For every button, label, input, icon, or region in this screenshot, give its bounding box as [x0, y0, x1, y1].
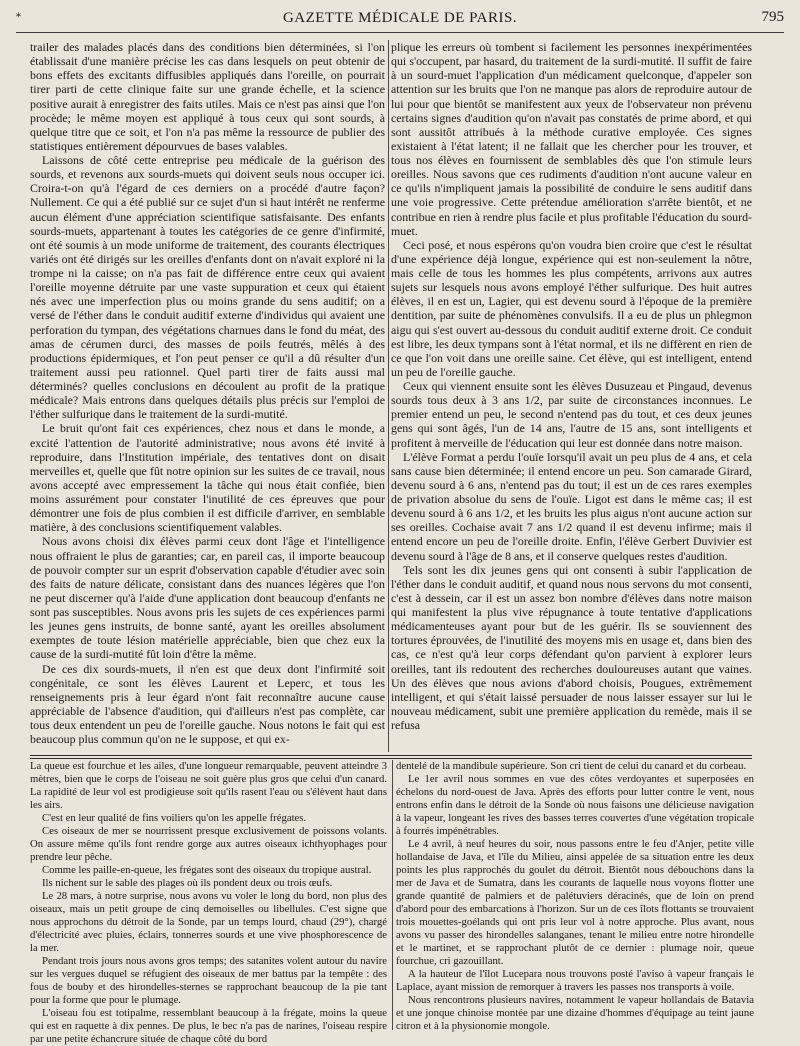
- paragraph: Ceci posé, et nous espérons qu'on voudra bien croire que c'est le résultat d'une expérience déjà longue, expérience qui est non-seulement la nôtre, mais celle de tous les hommes les plus compétents, arrivons aux autres sujets sur lesquels nous avons employé l'éther sulfurique. Des huit autres élèves, il en est un, Lagier, qui est devenu sourd à l'époque de la première dentition, par suite de phénomènes convulsifs. Il a eu de plus un phlegmon aigu qui s'est ouvert au-dessous du conduit auditif externe droit. Ce conduit est libre, les deux tympans sont à l'état normal, et ils ne diffèrent en rien de ce que l'on voit dans une oreille saine. Cet élève, qui est intelligent, entend un peu de l'oreille gauche.: [391, 237, 752, 379]
- paragraph: Le 28 mars, à notre surprise, nous avons vu voler le long du bord, non plus des oiseaux, mais un petit groupe de cinq demoiselles ou libellules. C'est signe que nous approchons du détroit de la Sonde, par un temps lourd, chaud (29°), chargé d'électricité avec pluies, éclairs, tonnerres sourds et une vive phosphorescence de la mer.: [30, 890, 387, 954]
- paragraph: Laissons de côté cette entreprise peu médicale de la guérison des sourds, et revenons aux sourds-muets qui doivent seuls nous occuper ici. Croira-t-on qu'à l'égard de ces derniers on a procédé d'autre façon? Nullement. Ce qui a été publié sur ce sujet d'un si haut intérêt ne renferme aucun élément d'une appréciation scientifique satisfaisante. Des enfants sourds-muets, appartenant à toutes les catégories de ce genre d'infirmité, ont été soumis à un mode uniforme de traitement, des courants électriques variés ont été dirigés sur les oreilles d'enfants dont on n'avait exploré ni la trompe ni la caisse; on n'a pas fait de différence entre ceux qui avaient l'oreille moyenne détruite par une vaste suppuration et ceux qui étaient nés avec une imperfection plus ou moins grande du sens auditif; on a versé de l'éther dans le conduit auditif externe d'individus qui avaient une perforation du tympan, des végétations charnues dans le fond du méat, des amas de cérumen durci, des masses de poils feutrés, mêlés à des productions épidermiques, et l'on peut penser ce qu'il a dû résulter d'un traitement aussi peu rationnel. Quel parti tirer de faits aussi mal déterminés? quelles conclusions en découlent au profit de la pratique médicale? Mais entrons dans quelques détails plus précis sur l'emploi de l'éther sulfurique dans le traitement de la surdi-mutité.: [30, 153, 385, 422]
- paragraph: La queue est fourchue et les ailes, d'une longueur remarquable, peuvent atteindre 3 mètres, bien que le corps de l'oiseau ne soit guère plus gros que celui d'un canard. La rapidité de leur vol est prodigieuse soit qu'ils rasent l'eau ou s'élèvent haut dans les airs.: [30, 760, 387, 811]
- paragraph: Ceux qui viennent ensuite sont les élèves Dusuzeau et Pingaud, devenus sourds tous deux à 3 ans 1/2, par suite de circonstances inconnues. Le premier entend un peu, le second n'entend pas du tout, et ces deux jeunes gens qui sont âgés, l'un de 14 ans, l'autre de 15 ans, sont intelligents et profitent à merveille de l'éducation qui leur est donnée dans notre maison.: [391, 379, 752, 450]
- paragraph: De ces dix sourds-muets, il n'en est que deux dont l'infirmité soit congénitale, ce sont les élèves Laurent et Leperc, et tous les renseignements pris à leur égard n'ont fait reconnaître aucune cause appréciable de l'absence d'audition, qui d'ailleurs n'est pas complète, car tous deux entendent un peu de l'oreille gauche. Nous notons le fait qui est beaucoup plus commun qu'on ne le suppose, et qui ex-: [30, 661, 385, 747]
- paragraph: Comme les paille-en-queue, les frégates sont des oiseaux du tropique austral.: [42, 864, 372, 876]
- page-number: 795: [761, 9, 784, 25]
- paragraph: A la hauteur de l'îlot Lucepara nous trouvons posté l'aviso à vapeur français le Laplace, ayant mission de remorquer à travers les passes nos transports à voile.: [396, 968, 754, 993]
- lower-left-column: [30, 760, 387, 1045]
- paragraph: C'est en leur qualité de fins voiliers qu'on les appelle frégates.: [42, 812, 307, 824]
- section-divider: [30, 755, 752, 759]
- paragraph: Ces oiseaux de mer se nourrissent presque exclusivement de poissons volants. On assure même qu'ils font rendre gorge aux autres oiseaux ichthyophages pour prendre leur pêche.: [30, 825, 387, 863]
- paragraph: Le 1er avril nous sommes en vue des côtes verdoyantes et superposées en échelons du nord-ouest de Java. Après des efforts pour lutter contre le vent, nous entrons enfin dans le détroit de la Sonde où nous faisons une délicieuse navigation à la vapeur, longeant les rives des basses terres couvertes d'une végétation tropicale à fourrés impénétrables.: [396, 773, 754, 837]
- page-header: [16, 4, 784, 33]
- header-mark: *: [16, 12, 21, 23]
- paragraph: Tels sont les dix jeunes gens qui ont consenti à subir l'application de l'éther dans le conduit auditif, et quand nous nous servons du mot consenti, c'est à dessein, car il est un assez bon nombre d'élèves dans notre maison qui manifestent la plus vive répugnance à toute tentative d'applications médicamenteuses ayant pour but de les guérir. Ils se souviennent des tortures éprouvées, de l'inutilité des moyens mis en usage et, dans bien des cas, ce n'est qu'à leur corps défendant qu'on parvient à explorer leurs oreilles, tant ils redoutent des recherches douloureuses autant que vaines. Un des élèves que nous avions d'abord choisis, Pougues, extrêmement intelligent, et qui s'était laissé persuader de nous laisser essayer sur lui le nouveau médicament, subit une première application du remède, mais il se refusa: [391, 562, 752, 732]
- paragraph: Le 4 avril, à neuf heures du soir, nous passons entre le feu d'Anjer, petite ville hollandaise de Java, et l'île du Milieu, ainsi appelée de sa situation entre les deux points les plus rapprochés du goulet du détroit. Bientôt nous débouchons dans la mer de Java et de Sumatra, dans les courants de laquelle nous voyons flotter une grande quantité de palmiers et de palétuviers déracinés, que de loin on prend d'abord pour des embarcations à l'horizon. Sur un de ces îlots flottants se trouvaient trois mouettes-goélands qui ont pris leur vol à notre approche. Plus avant, nous avons vu passer des hirondelles salanganes, tenant le milieu entre notre hirondelle et le martinet, et se rapprochant plutôt de ce dernier : plumage noir, queue fourchue, cri gazouillant.: [396, 838, 754, 967]
- paragraph: dentelé de la mandibule supérieure. Son cri tient de celui du canard et du corbeau.: [396, 760, 747, 772]
- paragraph: plique les erreurs où tombent si facilement les personnes inexpérimentées qui s'occupent, par hasard, du traitement de la surdi-mutité. Il suffit de faire à un sourd-muet l'application d'un médicament quelconque, d'appeler son attention sur les bruits que l'on ne manque pas alors de reproduire autour de lui pour que bientôt se manifestent aux yeux de l'observateur non prévenu certains signes d'audition qu'on n'avait pas constatés de prime abord, et qui sont aussitôt attribués à la méthode curative employée. Ces signes existaient à l'état latent; il ne fallait que les chercher pour les trouver, et tous nos élèves en fournissent de semblables dès que l'on stimule leurs oreilles. Nous savons que ces rudiments d'audition n'ont aucune valeur en ce qu'ils n'impliquent jamais la possibilité de conduire le sens auditif dans une voie progressive. Cette prétendue amélioration s'arrête bientôt, et ne contribue en rien à rendre plus facile et plus profitable l'éducation du sourd-muet.: [391, 40, 752, 238]
- journal-title: GAZETTE MÉDICALE DE PARIS.: [282, 10, 518, 26]
- upper-right-column: [391, 40, 752, 752]
- paragraph: Pendant trois jours nous avons gros temps; des satanites volent autour du navire sur les vergues duquel se réfugient des oiseaux de mer battus par la tempête : des fous de bouby et des hirondelles-sternes se rapprochant beaucoup de la pie tant pour la forme que pour le plumage.: [30, 955, 387, 1006]
- paragraph: Le bruit qu'ont fait ces expériences, chez nous et dans le monde, a excité l'attention de l'autorité administrative; nous avons été invité à reproduire, dans l'Institution impériale, des tentatives dont on disait merveilles et, quelle que fût notre opinion sur les suites de ce travail, nous avons accepté avec empressement la tâche qui nous était confiée, bien moins assurément pour constater l'inutilité de ces épreuves que pour démontrer une fois de plus combien il est difficile d'arriver, en semblable matière, à des conclusions scientifiquement valables.: [30, 421, 385, 535]
- paragraph: L'oiseau fou est totipalme, ressemblant beaucoup à la frégate, moins la queue qui est en raquette à dix pennes. De plus, le bec n'a pas de narines, l'oiseau respire par une petite échancrure située de chaque côté du bord: [30, 1007, 387, 1045]
- paragraph: Nous rencontrons plusieurs navires, notamment le vapeur hollandais de Batavia et une jonque chinoise montée par une dizaine d'hommes d'équipage au teint jaune citron et à la physionomie mongole.: [396, 994, 754, 1032]
- column-divider: [388, 40, 389, 752]
- paragraph: Nous avons choisi dix élèves parmi ceux dont l'âge et l'intelligence nous offraient le plus de garanties; car, en pareil cas, il importe beaucoup de pouvoir compter sur un esprit d'observation capable d'étudier avec soin des faits de nature délicate, consistant dans des nuances légères que l'on ne peut discerner qu'à l'aide d'une application dont beaucoup d'enfants ne sont pas susceptibles. Nous avons pris les sujets de ces expériences parmi les jeunes gens instruits, de bonne santé, ayant les oreilles absolument exemptes de toute lésion matérielle appréciable, bien que chez eux la cause de la surdi-mutité fût loin d'être la même.: [30, 534, 385, 662]
- paragraph: Ils nichent sur le sable des plages où ils pondent deux ou trois œufs.: [42, 877, 333, 889]
- column-divider: [392, 760, 393, 1030]
- lower-right-column: [396, 760, 754, 1030]
- paragraph: trailer des malades placés dans des conditions bien déterminées, si l'on établissait d'une manière précise les cas dans lesquels on peut obtenir de bons effets des excitants diffusibles appliqués dans l'oreille, on pourrait tirer parti de cette clinique faite sur une grande échelle, et la science positive aurait à enregistrer des faits utiles. Mais ce n'est pas ainsi que l'on procède; le même moyen est appliqué à tous ceux qui sont sourds, à quelque titre que ce soit, et l'on n'a pas même la ressource de publier des statistiques entièrement dépourvues de bases valables.: [30, 40, 385, 153]
- paragraph: L'élève Format a perdu l'ouïe lorsqu'il avait un peu plus de 4 ans, et cela sans cause bien déterminée; il entend encore un peu. Son camarade Girard, devenu sourd à 6 ans, n'entend pas du tout; il est un de ces rares exemples de privation absolue du sens de l'ouïe. Ligot est dans le même cas; il est devenu sourd à 6 ans 1/2, et les bruits les plus aigus n'ont aucune action sur ses oreilles. Cochaise avait 7 ans 1/2 quand il est devenu infirme; mais il entend encore un peu de l'oreille droite. Enfin, l'élève Gerbert Duvivier est devenu sourd à l'âge de 8 ans, et il conserve quelques restes d'audition.: [391, 449, 752, 563]
- upper-left-column: [30, 40, 385, 752]
